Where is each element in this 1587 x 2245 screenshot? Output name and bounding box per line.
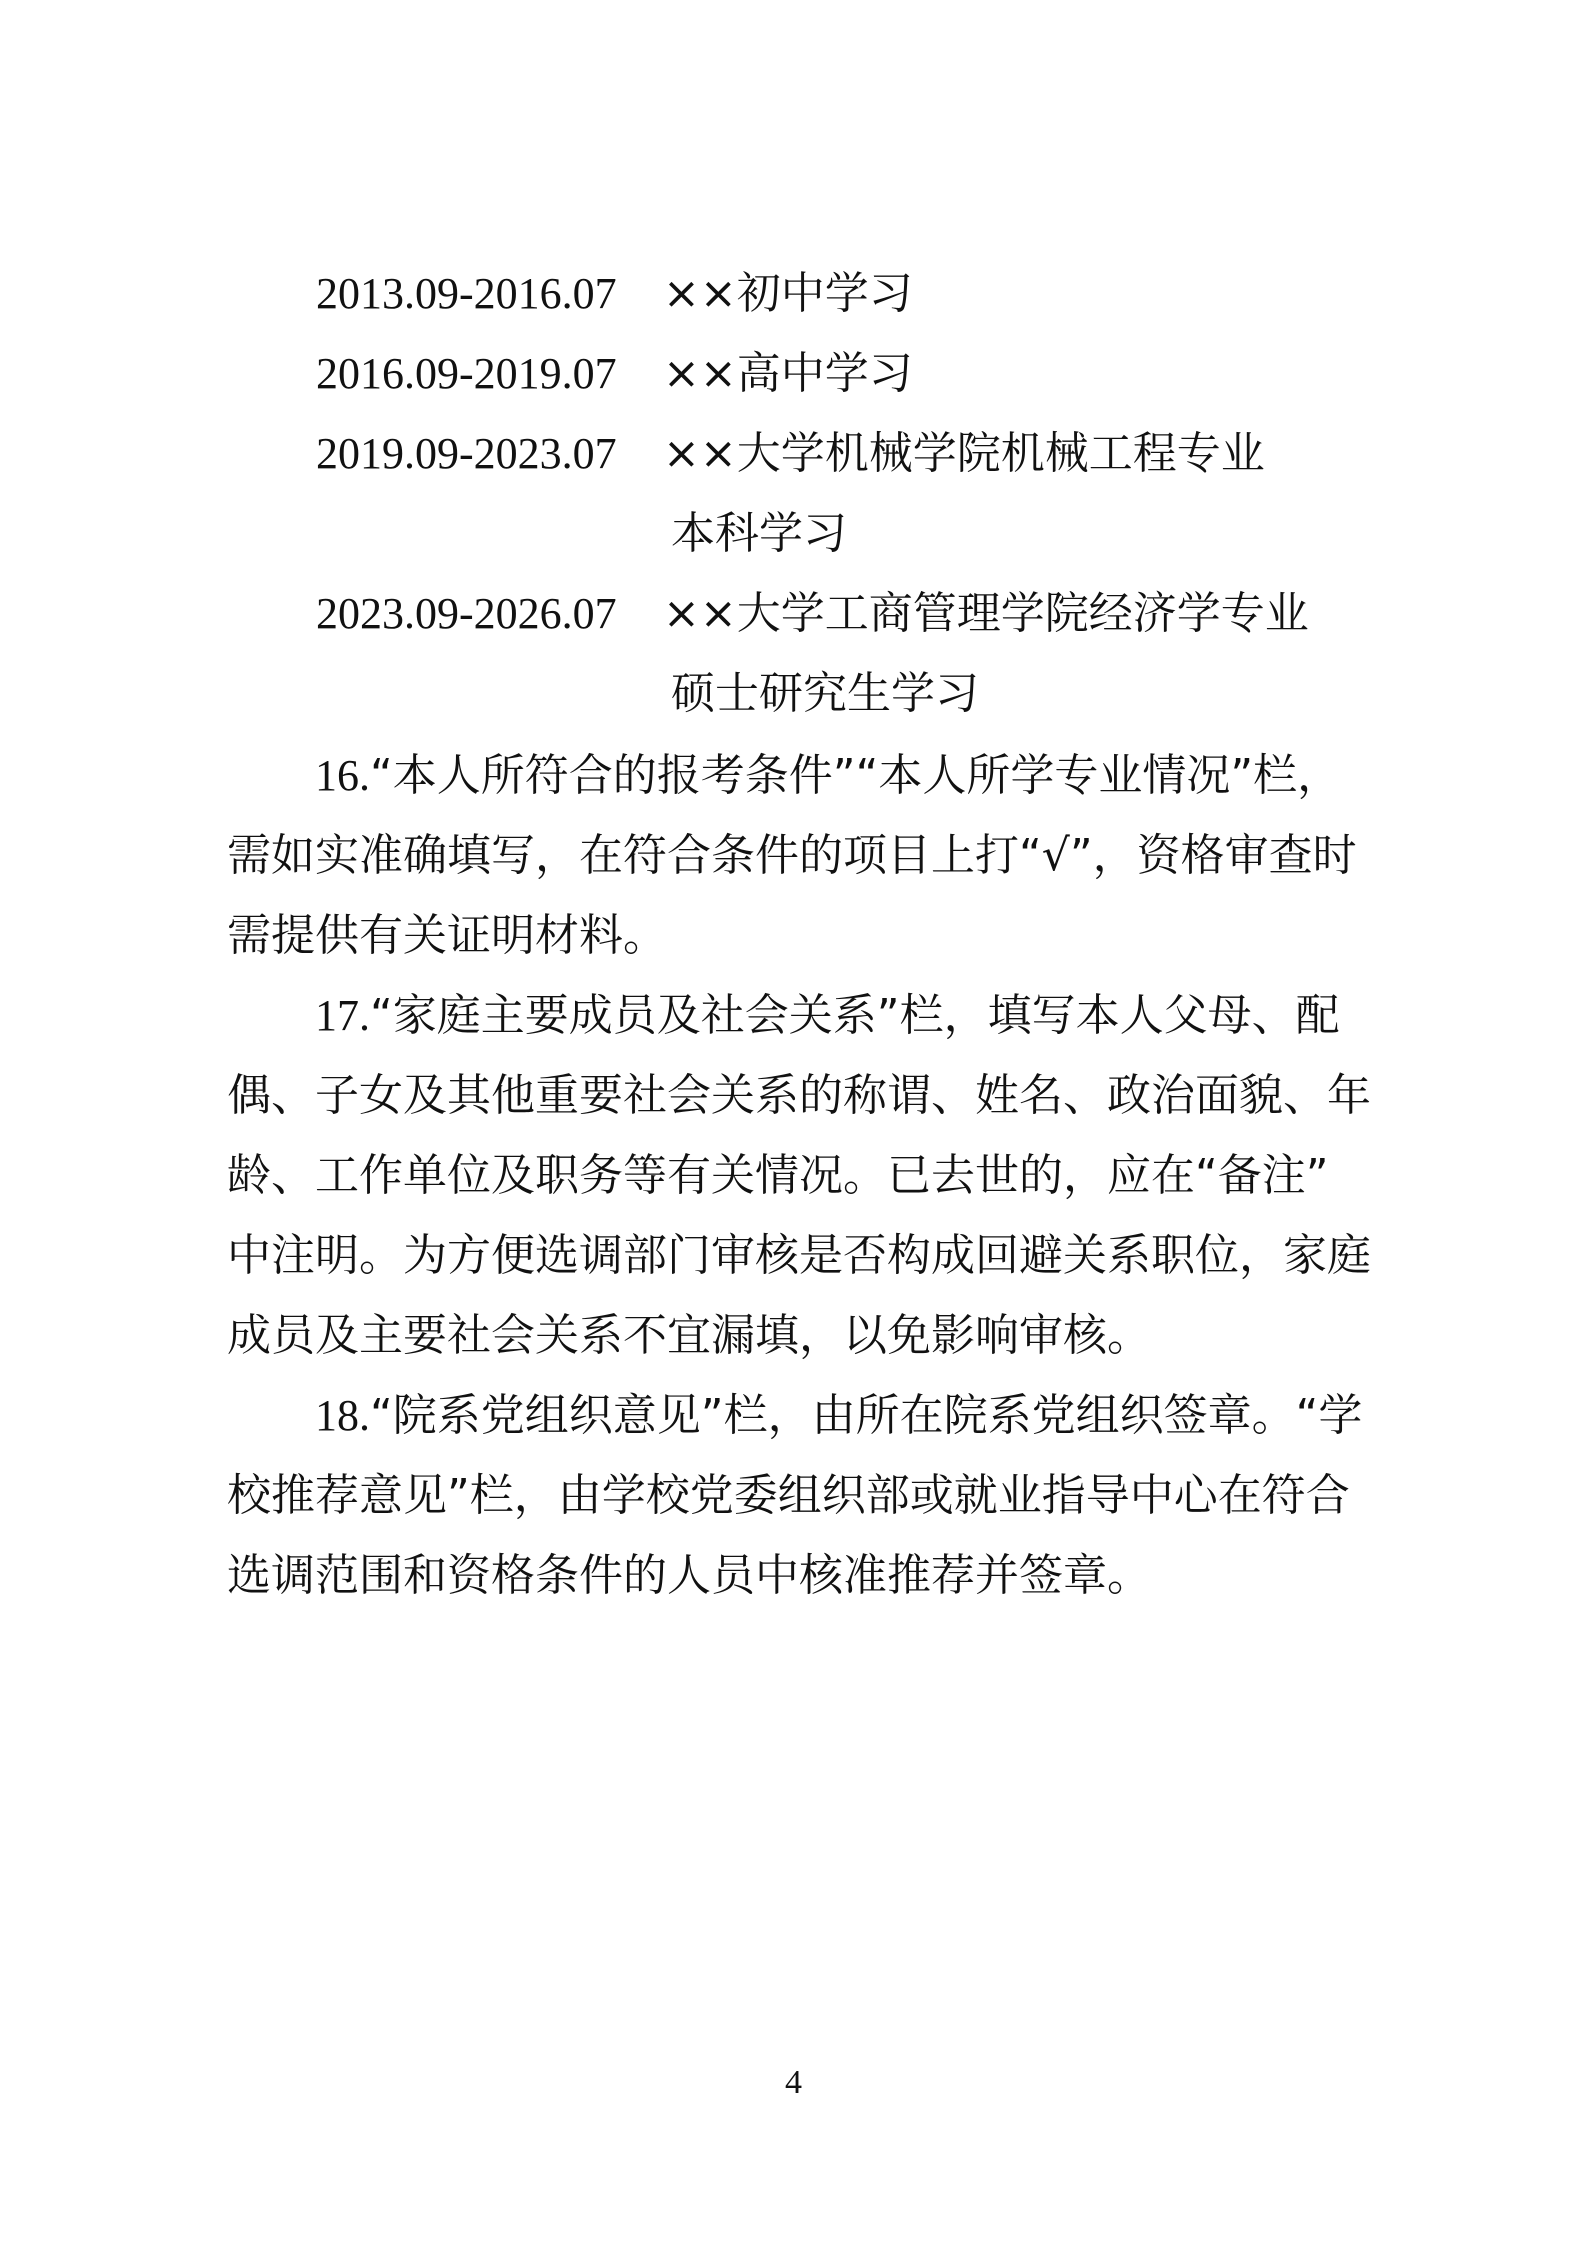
education-description-line: ××大学机械学院机械工程专业	[663, 428, 1265, 479]
paragraph-line	[227, 1376, 1367, 1456]
paragraph-line: 偶、子女及其他重要社会关系的称谓、姓名、政治面貌、年	[227, 1070, 1371, 1121]
paragraph-line: 成员及主要社会关系不宜漏填，以免影响审核。	[227, 1310, 1151, 1361]
paragraph-line	[227, 976, 1367, 1056]
page-number: 4	[785, 2064, 802, 2101]
education-period: 2016.09-2019.07	[316, 349, 617, 398]
education-description	[663, 574, 1309, 734]
education-period: 2013.09-2016.07	[316, 269, 617, 318]
note-number: 18.	[315, 1391, 370, 1440]
paragraph-text: “家庭主要成员及社会关系”栏，填写本人父母、配	[370, 990, 1340, 1041]
education-description-line: ××高中学习	[663, 348, 913, 399]
paragraph-line: 中注明。为方便选调部门审核是否构成回避关系职位，家庭	[227, 1230, 1371, 1281]
paragraph-text: “本人所符合的报考条件”“本人所学专业情况”栏，	[370, 750, 1342, 801]
education-entry	[0, 414, 1587, 574]
paragraph-line: 需提供有关证明材料。	[227, 910, 667, 961]
education-description-line: ××大学工商管理学院经济学专业	[663, 588, 1309, 639]
education-description-line: ××初中学习	[663, 268, 913, 319]
note-number: 16.	[315, 751, 370, 800]
education-description-line: 硕士研究生学习	[671, 668, 979, 719]
note-paragraph-16	[227, 736, 1367, 976]
paragraph-line: 校推荐意见”栏，由学校党委组织部或就业指导中心在符合	[227, 1470, 1350, 1521]
education-description-line: 本科学习	[671, 508, 847, 559]
paragraph-line	[227, 736, 1367, 816]
paragraph-line: 需如实准确填写，在符合条件的项目上打“√”，资格审查时	[227, 830, 1357, 881]
education-description	[663, 414, 1265, 574]
paragraph-line: 选调范围和资格条件的人员中核准推荐并签章。	[227, 1550, 1151, 1601]
education-description	[663, 334, 913, 414]
paragraph-line: 龄、工作单位及职务等有关情况。已去世的，应在“备注”	[227, 1150, 1329, 1201]
note-number: 17.	[315, 991, 370, 1040]
paragraph-text: “院系党组织意见”栏，由所在院系党组织签章。“学	[370, 1390, 1363, 1441]
education-description	[663, 254, 913, 334]
note-paragraph-18	[227, 1376, 1367, 1616]
education-period: 2019.09-2023.07	[316, 429, 617, 478]
education-entry	[0, 574, 1587, 734]
note-paragraph-17	[227, 976, 1371, 1376]
education-period: 2023.09-2026.07	[316, 589, 617, 638]
